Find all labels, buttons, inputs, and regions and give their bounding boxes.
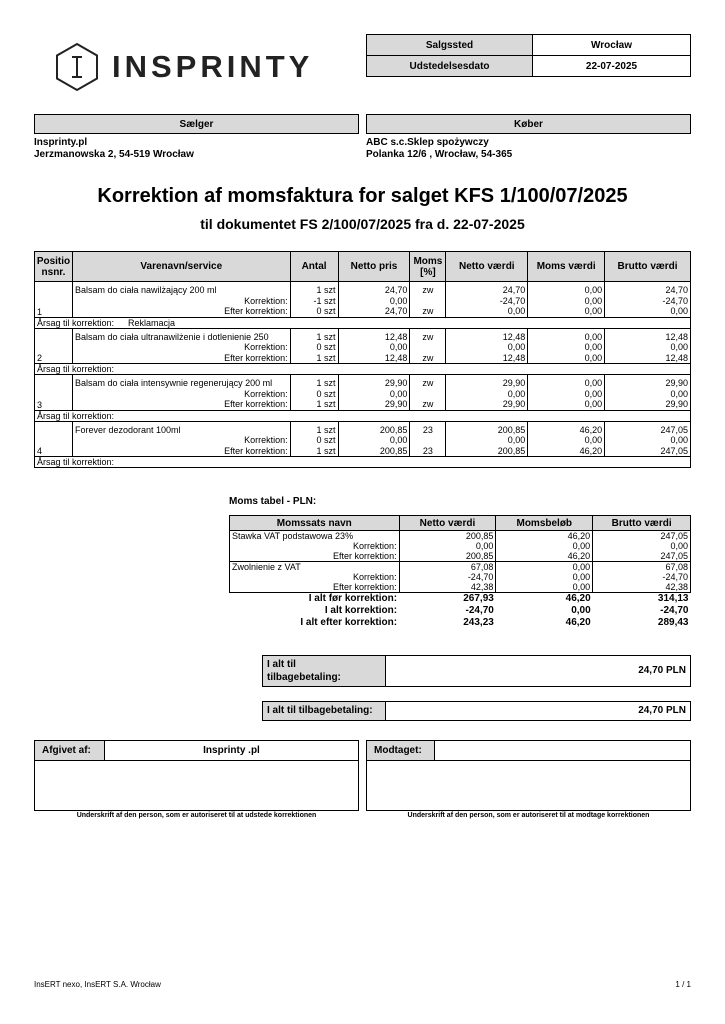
vat-amount: 0,00 — [496, 582, 593, 593]
total-vat: 46,20 — [565, 593, 591, 604]
vat-total-row — [230, 617, 691, 629]
vat-net-value: 42,38 — [399, 582, 496, 593]
item-vat-rate: zw — [410, 328, 446, 342]
vat-row — [230, 582, 691, 593]
item-row — [35, 342, 691, 353]
item-vat-rate: zw — [410, 353, 446, 364]
buyer-address: Polanka 12/6 , Wrocław, 54-365 — [366, 149, 513, 160]
item-group — [35, 375, 691, 422]
col-vat-rate — [410, 252, 446, 282]
vat-row — [230, 572, 691, 582]
vat-gross-value: 67,08 — [593, 562, 691, 573]
item-vat-rate: zw — [410, 375, 446, 389]
total-label: I alt før korrektion: — [308, 593, 398, 604]
header-info-table — [366, 34, 691, 77]
item-position — [35, 282, 73, 296]
correction-label: Korrektion: — [72, 295, 290, 306]
item-group — [35, 421, 691, 468]
item-row — [35, 353, 691, 364]
item-vat-rate: 23 — [410, 421, 446, 435]
date-value: 22-07-2025 — [533, 56, 691, 77]
vat-col-vat: Momsbeløb — [496, 516, 593, 531]
item-row — [35, 295, 691, 306]
vat-table — [229, 515, 691, 629]
buyer-section — [366, 114, 691, 161]
item-net-value: 29,90 — [446, 399, 528, 410]
refund-total-value: 24,70 PLN — [385, 655, 691, 687]
item-position: 2 — [35, 353, 73, 364]
col-net-price: Netto pris — [338, 252, 410, 282]
item-vat-rate: zw — [410, 306, 446, 317]
vat-gross-value: 247,05 — [593, 551, 691, 562]
item-gross-value: 0,00 — [605, 306, 691, 317]
item-position — [35, 375, 73, 389]
item-row — [35, 435, 691, 446]
item-reason-row — [35, 410, 691, 421]
item-gross-value: 0,00 — [605, 342, 691, 353]
item-name: Balsam do ciała ultranawilżenie i dotlenienie 250 — [72, 328, 290, 342]
item-position — [35, 295, 73, 306]
item-reason-cell — [35, 364, 691, 375]
item-qty: 0 szt — [290, 388, 338, 399]
item-gross-value: 247,05 — [605, 446, 691, 457]
issued-by-box — [34, 740, 359, 811]
place-value: Wrocław — [533, 35, 691, 56]
item-net-price: 24,70 — [338, 306, 410, 317]
refund-label-line2: tilbagebetaling: — [267, 672, 341, 683]
vat-amount: 0,00 — [496, 572, 593, 582]
item-vat-rate — [410, 435, 446, 446]
item-row — [35, 421, 691, 435]
correction-label: Korrektion: — [230, 541, 400, 551]
vat-col-net: Netto værdi — [399, 516, 496, 531]
reason-value: Reklamacja — [128, 317, 176, 328]
vat-rate-name: Stawka VAT podstawowa 23% — [230, 531, 400, 542]
vat-amount: 0,00 — [496, 562, 593, 573]
item-group — [35, 282, 691, 329]
buyer-header: Køber — [366, 114, 691, 134]
vat-col-gross: Brutto værdi — [593, 516, 691, 531]
item-vat-rate: zw — [410, 282, 446, 296]
item-vat-value: 46,20 — [528, 446, 605, 457]
item-position — [35, 435, 73, 446]
refund-total-value-2: 24,70 PLN — [385, 701, 691, 721]
item-row — [35, 399, 691, 410]
total-net: 267,93 — [463, 593, 494, 604]
item-gross-value: -24,70 — [605, 295, 691, 306]
item-net-value: 0,00 — [446, 388, 528, 399]
logo-hexagon-icon — [54, 42, 100, 92]
received-by-label: Modtaget: — [367, 741, 435, 761]
item-qty: 1 szt — [290, 328, 338, 342]
item-position: 4 — [35, 446, 73, 457]
total-net: 243,23 — [463, 617, 494, 628]
seller-header: Sælger — [34, 114, 359, 134]
item-reason-cell — [35, 317, 691, 328]
item-reason-cell — [35, 457, 691, 468]
item-row — [35, 388, 691, 399]
received-by-value — [435, 741, 690, 761]
item-vat-value: 0,00 — [528, 306, 605, 317]
item-qty: 1 szt — [290, 282, 338, 296]
items-table — [34, 251, 691, 468]
vat-net-value: 200,85 — [399, 551, 496, 562]
vat-totals — [230, 593, 691, 630]
correction-label: Korrektion: — [72, 342, 290, 353]
vat-total-row — [230, 605, 691, 617]
item-net-value: 0,00 — [446, 435, 528, 446]
item-net-value: -24,70 — [446, 295, 528, 306]
item-gross-value: 29,90 — [605, 375, 691, 389]
vat-gross-value: 247,05 — [593, 531, 691, 542]
col-name: Varenavn/service — [72, 252, 290, 282]
item-qty: 1 szt — [290, 446, 338, 457]
item-qty: 1 szt — [290, 375, 338, 389]
vat-row — [230, 551, 691, 562]
item-position — [35, 342, 73, 353]
item-qty: 0 szt — [290, 435, 338, 446]
vat-col-name: Momssats navn — [230, 516, 400, 531]
item-gross-value: 0,00 — [605, 435, 691, 446]
col-position-line2: nsnr. — [41, 266, 66, 278]
vat-row — [230, 531, 691, 542]
item-qty: 0 szt — [290, 342, 338, 353]
date-label: Udstedelsesdato — [367, 56, 533, 77]
after-correction-label: Efter korrektion: — [230, 582, 400, 593]
vat-total-row — [230, 593, 691, 606]
correction-label: Korrektion: — [72, 435, 290, 446]
item-vat-value: 0,00 — [528, 375, 605, 389]
vat-group — [230, 531, 691, 562]
refund-total-label-2: I alt til tilbagebetaling: — [262, 701, 386, 721]
item-vat-value: 0,00 — [528, 399, 605, 410]
reason-label: Årsag til korrektion: — [37, 410, 115, 421]
col-gross-value: Brutto værdi — [605, 252, 691, 282]
vat-group — [230, 562, 691, 593]
refund-total-label — [262, 655, 386, 687]
reason-label: Årsag til korrektion: — [37, 317, 115, 328]
col-qty: Antal — [290, 252, 338, 282]
item-row — [35, 446, 691, 457]
item-reason-row — [35, 364, 691, 375]
reason-label: Årsag til korrektion: — [37, 457, 115, 467]
document-title: Korrektion af momsfaktura for salget KFS 1/100/07/2025 — [97, 185, 628, 207]
item-qty: 1 szt — [290, 353, 338, 364]
correction-label: Korrektion: — [72, 388, 290, 399]
document-subtitle: til dokumentet FS 2/100/07/2025 fra d. 22-07-2025 — [200, 216, 525, 232]
item-net-value: 12,48 — [446, 328, 528, 342]
total-label: I alt efter korrektion: — [300, 617, 398, 628]
item-name: Forever dezodorant 100ml — [72, 421, 290, 435]
item-gross-value: 12,48 — [605, 328, 691, 342]
vat-net-value: 200,85 — [399, 531, 496, 542]
refund-label-line1: I alt til — [267, 659, 296, 670]
seller-section — [34, 114, 359, 161]
buyer-name: ABC s.c.Sklep spożywczy — [366, 137, 489, 148]
item-position — [35, 328, 73, 342]
item-gross-value: 12,48 — [605, 353, 691, 364]
col-vat-value: Moms værdi — [528, 252, 605, 282]
vat-net-value: -24,70 — [399, 572, 496, 582]
item-vat-value: 0,00 — [528, 328, 605, 342]
items-header-row — [35, 252, 691, 282]
item-row — [35, 375, 691, 389]
item-net-price: 200,85 — [338, 446, 410, 457]
col-vat-line2: [%] — [420, 266, 436, 278]
item-net-price: 200,85 — [338, 421, 410, 435]
item-net-price: 0,00 — [338, 342, 410, 353]
total-vat: 46,20 — [565, 617, 591, 628]
item-qty: -1 szt — [290, 295, 338, 306]
after-correction-label: Efter korrektion: — [72, 446, 290, 457]
item-net-value: 12,48 — [446, 353, 528, 364]
received-signature-note: Underskrift af den person, som er autoriseret til at modtage korrektionen — [407, 812, 650, 819]
col-net-value: Netto værdi — [446, 252, 528, 282]
item-qty: 1 szt — [290, 399, 338, 410]
item-qty: 1 szt — [290, 421, 338, 435]
item-row — [35, 282, 691, 296]
vat-row — [230, 541, 691, 551]
item-qty: 0 szt — [290, 306, 338, 317]
item-gross-value: 29,90 — [605, 399, 691, 410]
vat-net-value: 67,08 — [399, 562, 496, 573]
item-vat-value: 0,00 — [528, 342, 605, 353]
item-net-value: 200,85 — [446, 421, 528, 435]
vat-rate-name: Zwolnienie z VAT — [230, 562, 400, 573]
col-position-line1: Positio — [36, 255, 71, 267]
total-gross: 289,43 — [657, 617, 689, 628]
total-gross: 314,13 — [657, 593, 689, 604]
item-reason-row — [35, 317, 691, 328]
issued-by-label: Afgivet af: — [35, 741, 105, 761]
seller-name: Insprinty.pl — [34, 137, 88, 148]
reason-label: Årsag til korrektion: — [37, 364, 115, 374]
seller-address: Jerzmanowska 2, 54-519 Wrocław — [34, 149, 194, 160]
item-vat-value: 46,20 — [528, 421, 605, 435]
col-vat-line1: Moms — [413, 255, 443, 267]
item-net-price: 0,00 — [338, 295, 410, 306]
vat-net-value: 0,00 — [399, 541, 496, 551]
place-label: Salgssted — [367, 35, 533, 56]
item-name: Balsam do ciała intensywnie regenerujący 200 ml — [72, 375, 290, 389]
item-group — [35, 328, 691, 375]
vat-gross-value: 0,00 — [593, 541, 691, 551]
correction-label: Korrektion: — [230, 572, 400, 582]
total-net: -24,70 — [465, 605, 494, 616]
vat-amount: 46,20 — [496, 551, 593, 562]
item-vat-rate — [410, 342, 446, 353]
vat-amount: 46,20 — [496, 531, 593, 542]
item-gross-value: 0,00 — [605, 388, 691, 399]
item-net-value: 0,00 — [446, 306, 528, 317]
after-correction-label: Efter korrektion: — [72, 399, 290, 410]
item-net-value: 0,00 — [446, 342, 528, 353]
item-gross-value: 24,70 — [605, 282, 691, 296]
item-net-value: 29,90 — [446, 375, 528, 389]
received-by-box — [366, 740, 691, 811]
total-vat: 0,00 — [571, 605, 591, 616]
vat-amount: 0,00 — [496, 541, 593, 551]
item-row — [35, 328, 691, 342]
item-vat-value: 0,00 — [528, 353, 605, 364]
item-net-price: 29,90 — [338, 399, 410, 410]
total-gross: -24,70 — [660, 605, 689, 616]
footer-page-number: 1 / 1 — [675, 980, 691, 989]
item-position — [35, 388, 73, 399]
item-vat-rate: 23 — [410, 446, 446, 457]
total-label: I alt korrektion: — [324, 605, 398, 616]
after-correction-label: Efter korrektion: — [230, 551, 400, 562]
item-net-value: 200,85 — [446, 446, 528, 457]
item-net-price: 0,00 — [338, 388, 410, 399]
item-vat-value: 0,00 — [528, 282, 605, 296]
item-vat-value: 0,00 — [528, 435, 605, 446]
vat-row — [230, 562, 691, 573]
vat-table-title: Moms tabel - PLN: — [229, 496, 317, 507]
item-vat-value: 0,00 — [528, 388, 605, 399]
item-net-price: 0,00 — [338, 435, 410, 446]
after-correction-label: Efter korrektion: — [72, 353, 290, 364]
issued-by-value: Insprinty .pl — [105, 741, 358, 761]
vat-gross-value: 42,38 — [593, 582, 691, 593]
item-net-price: 12,48 — [338, 353, 410, 364]
item-reason-cell — [35, 410, 691, 421]
company-logo — [54, 42, 314, 92]
item-vat-rate — [410, 388, 446, 399]
issued-signature-note: Underskrift af den person, som er autoriseret til at udstede korrektionen — [76, 812, 317, 819]
item-net-value: 24,70 — [446, 282, 528, 296]
item-net-price: 12,48 — [338, 328, 410, 342]
item-position — [35, 421, 73, 435]
item-vat-rate: zw — [410, 399, 446, 410]
col-position — [35, 252, 73, 282]
item-row — [35, 306, 691, 317]
footer-software: InsERT nexo, InsERT S.A. Wrocław — [34, 980, 161, 989]
item-position: 1 — [35, 306, 73, 317]
item-vat-value: 0,00 — [528, 295, 605, 306]
vat-header-row — [230, 516, 691, 531]
item-name: Balsam do ciała nawilżający 200 ml — [72, 282, 290, 296]
item-reason-row — [35, 457, 691, 468]
item-net-price: 24,70 — [338, 282, 410, 296]
item-gross-value: 247,05 — [605, 421, 691, 435]
item-vat-rate — [410, 295, 446, 306]
vat-gross-value: -24,70 — [593, 572, 691, 582]
item-position: 3 — [35, 399, 73, 410]
logo-wordmark: INSPRINTY — [112, 49, 314, 84]
item-net-price: 29,90 — [338, 375, 410, 389]
after-correction-label: Efter korrektion: — [72, 306, 290, 317]
